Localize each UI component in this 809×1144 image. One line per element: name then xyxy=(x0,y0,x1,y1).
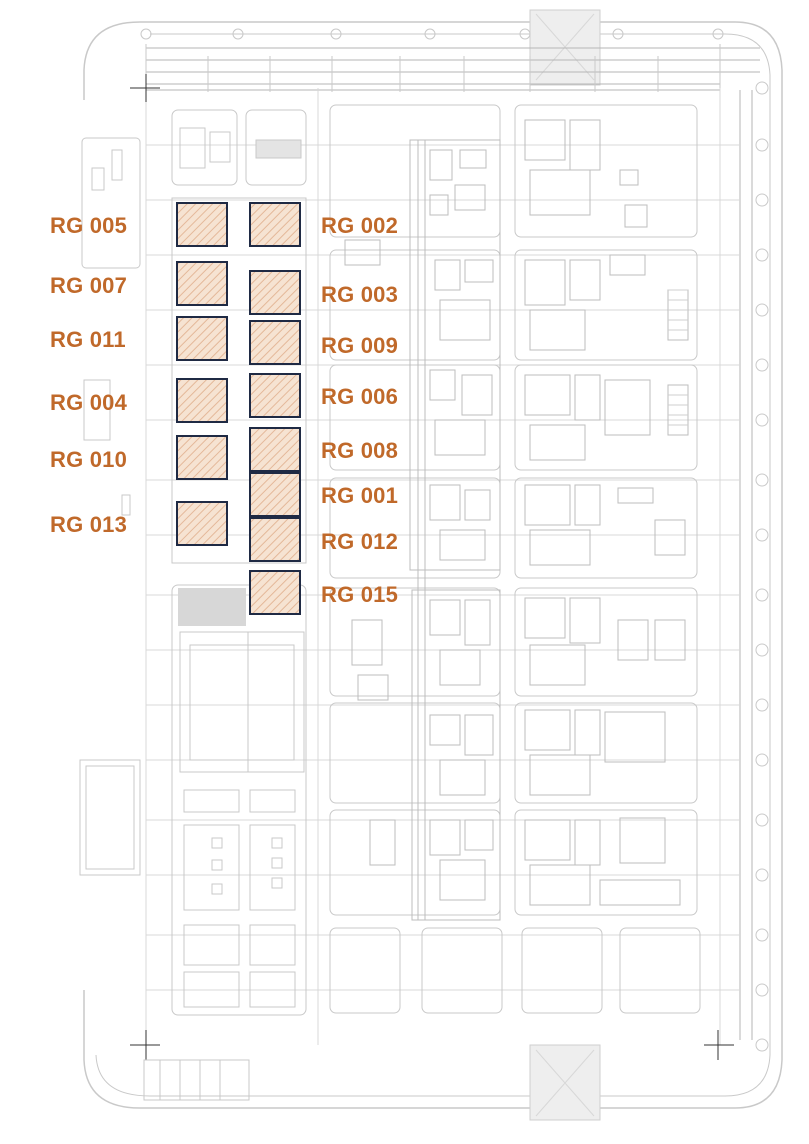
rg-box-005 xyxy=(177,203,227,246)
rg-box-010 xyxy=(177,436,227,479)
rg-label-003: RG 003 xyxy=(321,282,399,307)
equipment-machinery xyxy=(345,120,688,920)
rg-box-001 xyxy=(250,473,300,516)
rg-label-004: RG 004 xyxy=(50,390,128,415)
rg-label-002: RG 002 xyxy=(321,213,399,238)
rg-label-011: RG 011 xyxy=(50,327,126,352)
rg-box-015 xyxy=(250,571,300,614)
rg-label-008: RG 008 xyxy=(321,438,399,463)
rg-label-006: RG 006 xyxy=(321,384,399,409)
rg-label-005: RG 005 xyxy=(50,213,128,238)
rg-label-012: RG 012 xyxy=(321,529,399,554)
rg-box-003 xyxy=(250,271,300,314)
rg-box-007 xyxy=(177,262,227,305)
rg-label-007: RG 007 xyxy=(50,273,128,298)
rg-box-002 xyxy=(250,203,300,246)
rg-label-010: RG 010 xyxy=(50,447,128,472)
rg-boxes-right xyxy=(250,203,300,614)
grid-lines xyxy=(146,88,740,1045)
rg-box-006 xyxy=(250,374,300,417)
rg-label-009: RG 009 xyxy=(321,333,399,358)
rg-label-015: RG 015 xyxy=(321,582,399,607)
rg-box-012 xyxy=(250,518,300,561)
site-boundary xyxy=(84,10,782,1120)
rg-label-013: RG 013 xyxy=(50,512,128,537)
dimension-lines xyxy=(141,29,768,1051)
process-bays xyxy=(330,105,700,1013)
rg-box-013 xyxy=(177,502,227,545)
rg-box-004 xyxy=(177,379,227,422)
rg-boxes-left xyxy=(177,203,227,545)
rg-box-008 xyxy=(250,428,300,471)
rg-box-009 xyxy=(250,321,300,364)
rg-box-011 xyxy=(177,317,227,360)
rg-label-001: RG 001 xyxy=(321,483,399,508)
